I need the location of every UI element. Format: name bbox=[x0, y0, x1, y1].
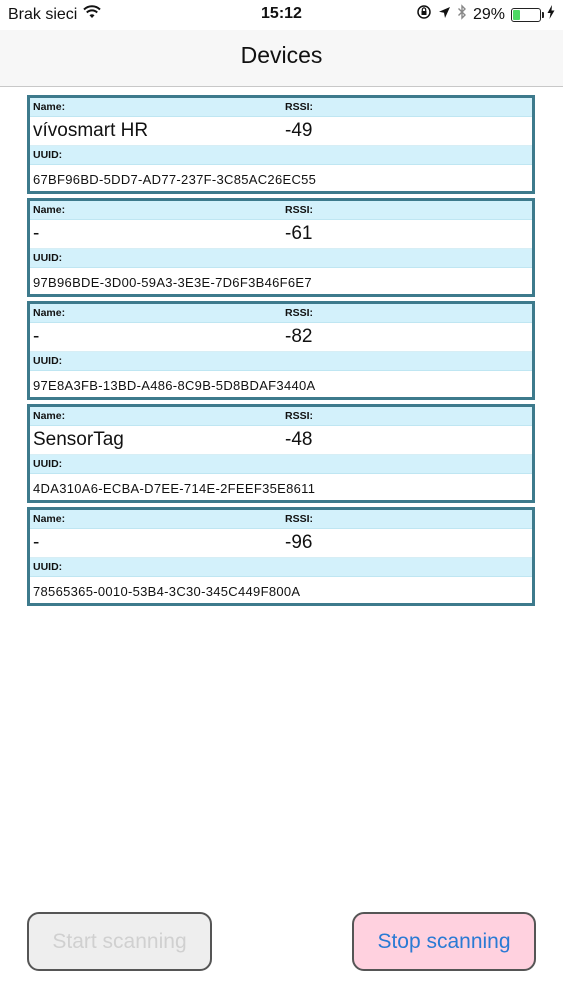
device-uuid: 97E8A3FB-13BD-A486-8C9B-5D8BDAF3440A bbox=[33, 378, 316, 393]
device-rssi: -61 bbox=[285, 223, 313, 244]
rssi-label: RSSI: bbox=[285, 101, 314, 113]
name-label: Name: bbox=[33, 410, 66, 422]
device-rssi: -48 bbox=[285, 429, 313, 450]
value-row bbox=[30, 220, 532, 249]
label-row bbox=[30, 510, 532, 529]
device-row[interactable] bbox=[27, 198, 535, 297]
rssi-label: RSSI: bbox=[285, 513, 314, 525]
start-scanning-button[interactable]: Start scanning bbox=[27, 912, 212, 971]
uuid-label: UUID: bbox=[33, 252, 63, 264]
status-time: 15:12 bbox=[261, 5, 302, 22]
name-label: Name: bbox=[33, 204, 66, 216]
device-row[interactable] bbox=[27, 301, 535, 400]
bluetooth-icon bbox=[457, 4, 467, 25]
uuid-label-row bbox=[30, 558, 532, 577]
rssi-label: RSSI: bbox=[285, 307, 314, 319]
uuid-label-row bbox=[30, 249, 532, 268]
device-uuid: 67BF96BD-5DD7-AD77-237F-3C85AC26EC55 bbox=[33, 172, 317, 187]
label-row bbox=[30, 98, 532, 117]
battery-icon bbox=[511, 8, 541, 22]
device-uuid: 78565365-0010-53B4-3C30-345C449F800A bbox=[33, 584, 301, 599]
status-right bbox=[416, 4, 555, 25]
device-row[interactable] bbox=[27, 507, 535, 606]
value-row bbox=[30, 426, 532, 455]
uuid-row bbox=[30, 165, 532, 194]
uuid-label-row bbox=[30, 455, 532, 474]
battery-percent: 29% bbox=[472, 5, 505, 23]
name-label: Name: bbox=[33, 101, 66, 113]
device-name: vívosmart HR bbox=[33, 120, 149, 141]
device-list bbox=[27, 95, 535, 610]
rssi-label: RSSI: bbox=[285, 204, 314, 216]
uuid-row bbox=[30, 577, 532, 606]
uuid-label-row bbox=[30, 146, 532, 165]
label-row bbox=[30, 304, 532, 323]
carrier-text: Brak sieci bbox=[8, 5, 78, 23]
device-name: - bbox=[33, 326, 40, 347]
orientation-lock-icon bbox=[416, 4, 432, 25]
name-label: Name: bbox=[33, 513, 66, 525]
location-icon bbox=[438, 6, 451, 24]
device-rssi: -96 bbox=[285, 532, 313, 553]
uuid-label: UUID: bbox=[33, 149, 63, 161]
device-name: SensorTag bbox=[33, 429, 124, 450]
value-row bbox=[30, 529, 532, 558]
device-name: - bbox=[33, 532, 40, 553]
name-label: Name: bbox=[33, 307, 66, 319]
uuid-label-row bbox=[30, 352, 532, 371]
nav-bar bbox=[0, 30, 563, 87]
status-bar bbox=[0, 0, 563, 30]
uuid-row bbox=[30, 268, 532, 297]
label-row bbox=[30, 201, 532, 220]
stop-scanning-button[interactable]: Stop scanning bbox=[352, 912, 536, 971]
device-row[interactable] bbox=[27, 95, 535, 194]
device-row[interactable] bbox=[27, 404, 535, 503]
device-rssi: -82 bbox=[285, 326, 313, 347]
device-uuid: 4DA310A6-ECBA-D7EE-714E-2FEEF35E8611 bbox=[33, 481, 316, 496]
device-name: - bbox=[33, 223, 40, 244]
device-uuid: 97B96BDE-3D00-59A3-3E3E-7D6F3B46F6E7 bbox=[33, 275, 312, 290]
uuid-label: UUID: bbox=[33, 458, 63, 470]
charging-icon bbox=[547, 5, 555, 24]
uuid-row bbox=[30, 474, 532, 503]
uuid-row bbox=[30, 371, 532, 400]
uuid-label: UUID: bbox=[33, 355, 63, 367]
device-rssi: -49 bbox=[285, 120, 313, 141]
label-row bbox=[30, 407, 532, 426]
page-title: Devices bbox=[240, 42, 323, 68]
battery-fill bbox=[513, 10, 520, 20]
value-row bbox=[30, 323, 532, 352]
rssi-label: RSSI: bbox=[285, 410, 314, 422]
uuid-label: UUID: bbox=[33, 561, 63, 573]
value-row bbox=[30, 117, 532, 146]
